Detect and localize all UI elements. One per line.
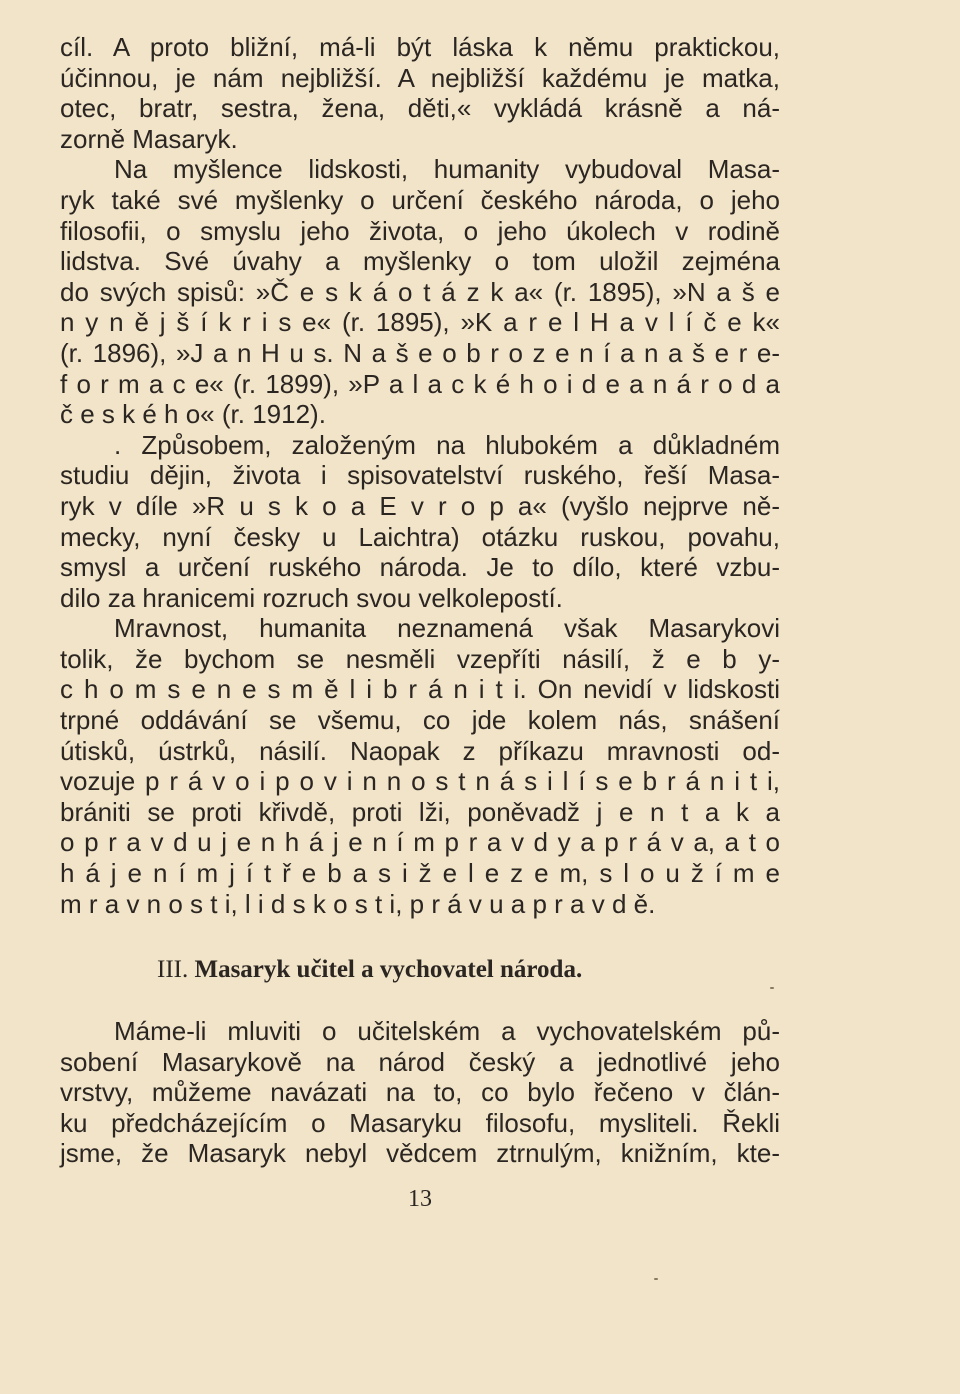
text-line: do svých spisů: »Č e s k á o t á z k a« (r. 1895), »N a š e	[60, 276, 780, 307]
text-line: ryk v díle »R u s k o a E v r o p a« (vyšlo nejprve ně-	[60, 490, 780, 521]
text-line: lidstva. Své úvahy a myšlenky o tom uložil zejména	[60, 246, 780, 277]
text-line: útisků, ústrků, násilí. Naopak z příkazu mravnosti od-	[60, 735, 780, 766]
chapter-heading	[157, 954, 582, 986]
body-text-upper	[60, 32, 780, 919]
text-line: trpné oddávání se všemu, co jde kolem nás, snášení	[60, 705, 780, 736]
text-line: tolik, že bychom se nesměli vzepříti násilí, ž e b y-	[60, 643, 780, 674]
text-line: cíl. A proto bližní, má-li být láska k němu praktickou,	[60, 32, 780, 62]
paragraph-2	[60, 154, 780, 429]
text-line: sobení Masarykově na národ český a jednotlivé jeho	[60, 1046, 780, 1077]
text-line: zorně Masaryk.	[60, 123, 238, 154]
text-line: studiu dějin, života i spisovatelství ruského, řeší Masa-	[60, 460, 780, 491]
paragraph-5	[60, 1016, 780, 1169]
text-line: otec, bratr, sestra, žena, děti,« vykládá krásně a ná-	[60, 93, 780, 124]
text-line: Máme-li mluviti o učitelském a vychovatelském pů-	[114, 1016, 780, 1046]
text-line: Na myšlence lidskosti, humanity vybudoval Masa-	[114, 154, 780, 185]
text-line: ku předcházejícím o Masaryku filosofu, mysliteli. Řekli	[60, 1107, 780, 1138]
text-line: o p r a v d u j e n h á j e n í m p r a v d y a p r á v a, a t o	[60, 827, 780, 858]
paper-speck	[654, 1278, 658, 1280]
text-line: jsme, že Masaryk nebyl vědcem ztrnulým, knižním, kte-	[60, 1138, 780, 1169]
chapter-numeral: III.	[157, 956, 189, 983]
text-line: c h o m s e n e s m ě l i b r á n i t i. On nevidí v lidskosti	[60, 674, 780, 705]
text-line: (r. 1896), »J a n H u s. N a š e o b r o z e n í a n a š e r e-	[60, 337, 780, 368]
text-line: č e s k é h o« (r. 1912).	[60, 399, 326, 430]
text-line: mecky, nyní česky u Laichtra) otázku ruskou, povahu,	[60, 521, 780, 552]
text-line: filosofii, o smyslu jeho života, o jeho úkolech v rodině	[60, 215, 780, 246]
text-line: . Způsobem, založeným na hlubokém a důkladném	[114, 429, 780, 460]
text-line: smysl a určení ruského národa. Je to dílo, které vzbu-	[60, 552, 780, 583]
text-line: n y n ě j š í k r i s e« (r. 1895), »K a r e l H a v l í č e k«	[60, 307, 780, 338]
text-line: h á j e n í m j í t ř e b a s i ž e l e z e m, s l o u ž í m e	[60, 858, 780, 889]
paragraph-3	[60, 430, 780, 614]
text-line: vozuje p r á v o i p o v i n n o s t n á s i l í s e b r á n i t i,	[60, 766, 780, 797]
paper-speck	[770, 987, 774, 989]
text-line: brániti se proti křivdě, proti lži, poněvadž j e n t a k a	[60, 796, 780, 827]
text-line: m r a v n o s t i, l i d s k o s t i, p r á v u a p r a v d ě.	[60, 888, 656, 919]
paragraph-4	[60, 613, 780, 919]
text-line: účinnou, je nám nejbližší. A nejbližší každému je matka,	[60, 62, 780, 93]
text-line: f o r m a c e« (r. 1899), »P a l a c k é h o i d e a n á r o d a	[60, 368, 780, 399]
chapter-title: Masaryk učitel a vychovatel národa.	[194, 956, 583, 983]
page-number: 13	[408, 1186, 432, 1212]
text-line: ryk také své myšlenky o určení českého národa, o jeho	[60, 184, 780, 215]
text-line: vrstvy, můžeme navázati na to, co bylo řečeno v člán-	[60, 1077, 780, 1108]
text-line: dilo za hranicemi rozruch svou velkolepostí.	[60, 582, 563, 613]
paragraph-1	[60, 32, 780, 154]
text-line: Mravnost, humanita neznamená však Masarykovi	[114, 613, 780, 644]
body-text-lower	[60, 1016, 780, 1169]
